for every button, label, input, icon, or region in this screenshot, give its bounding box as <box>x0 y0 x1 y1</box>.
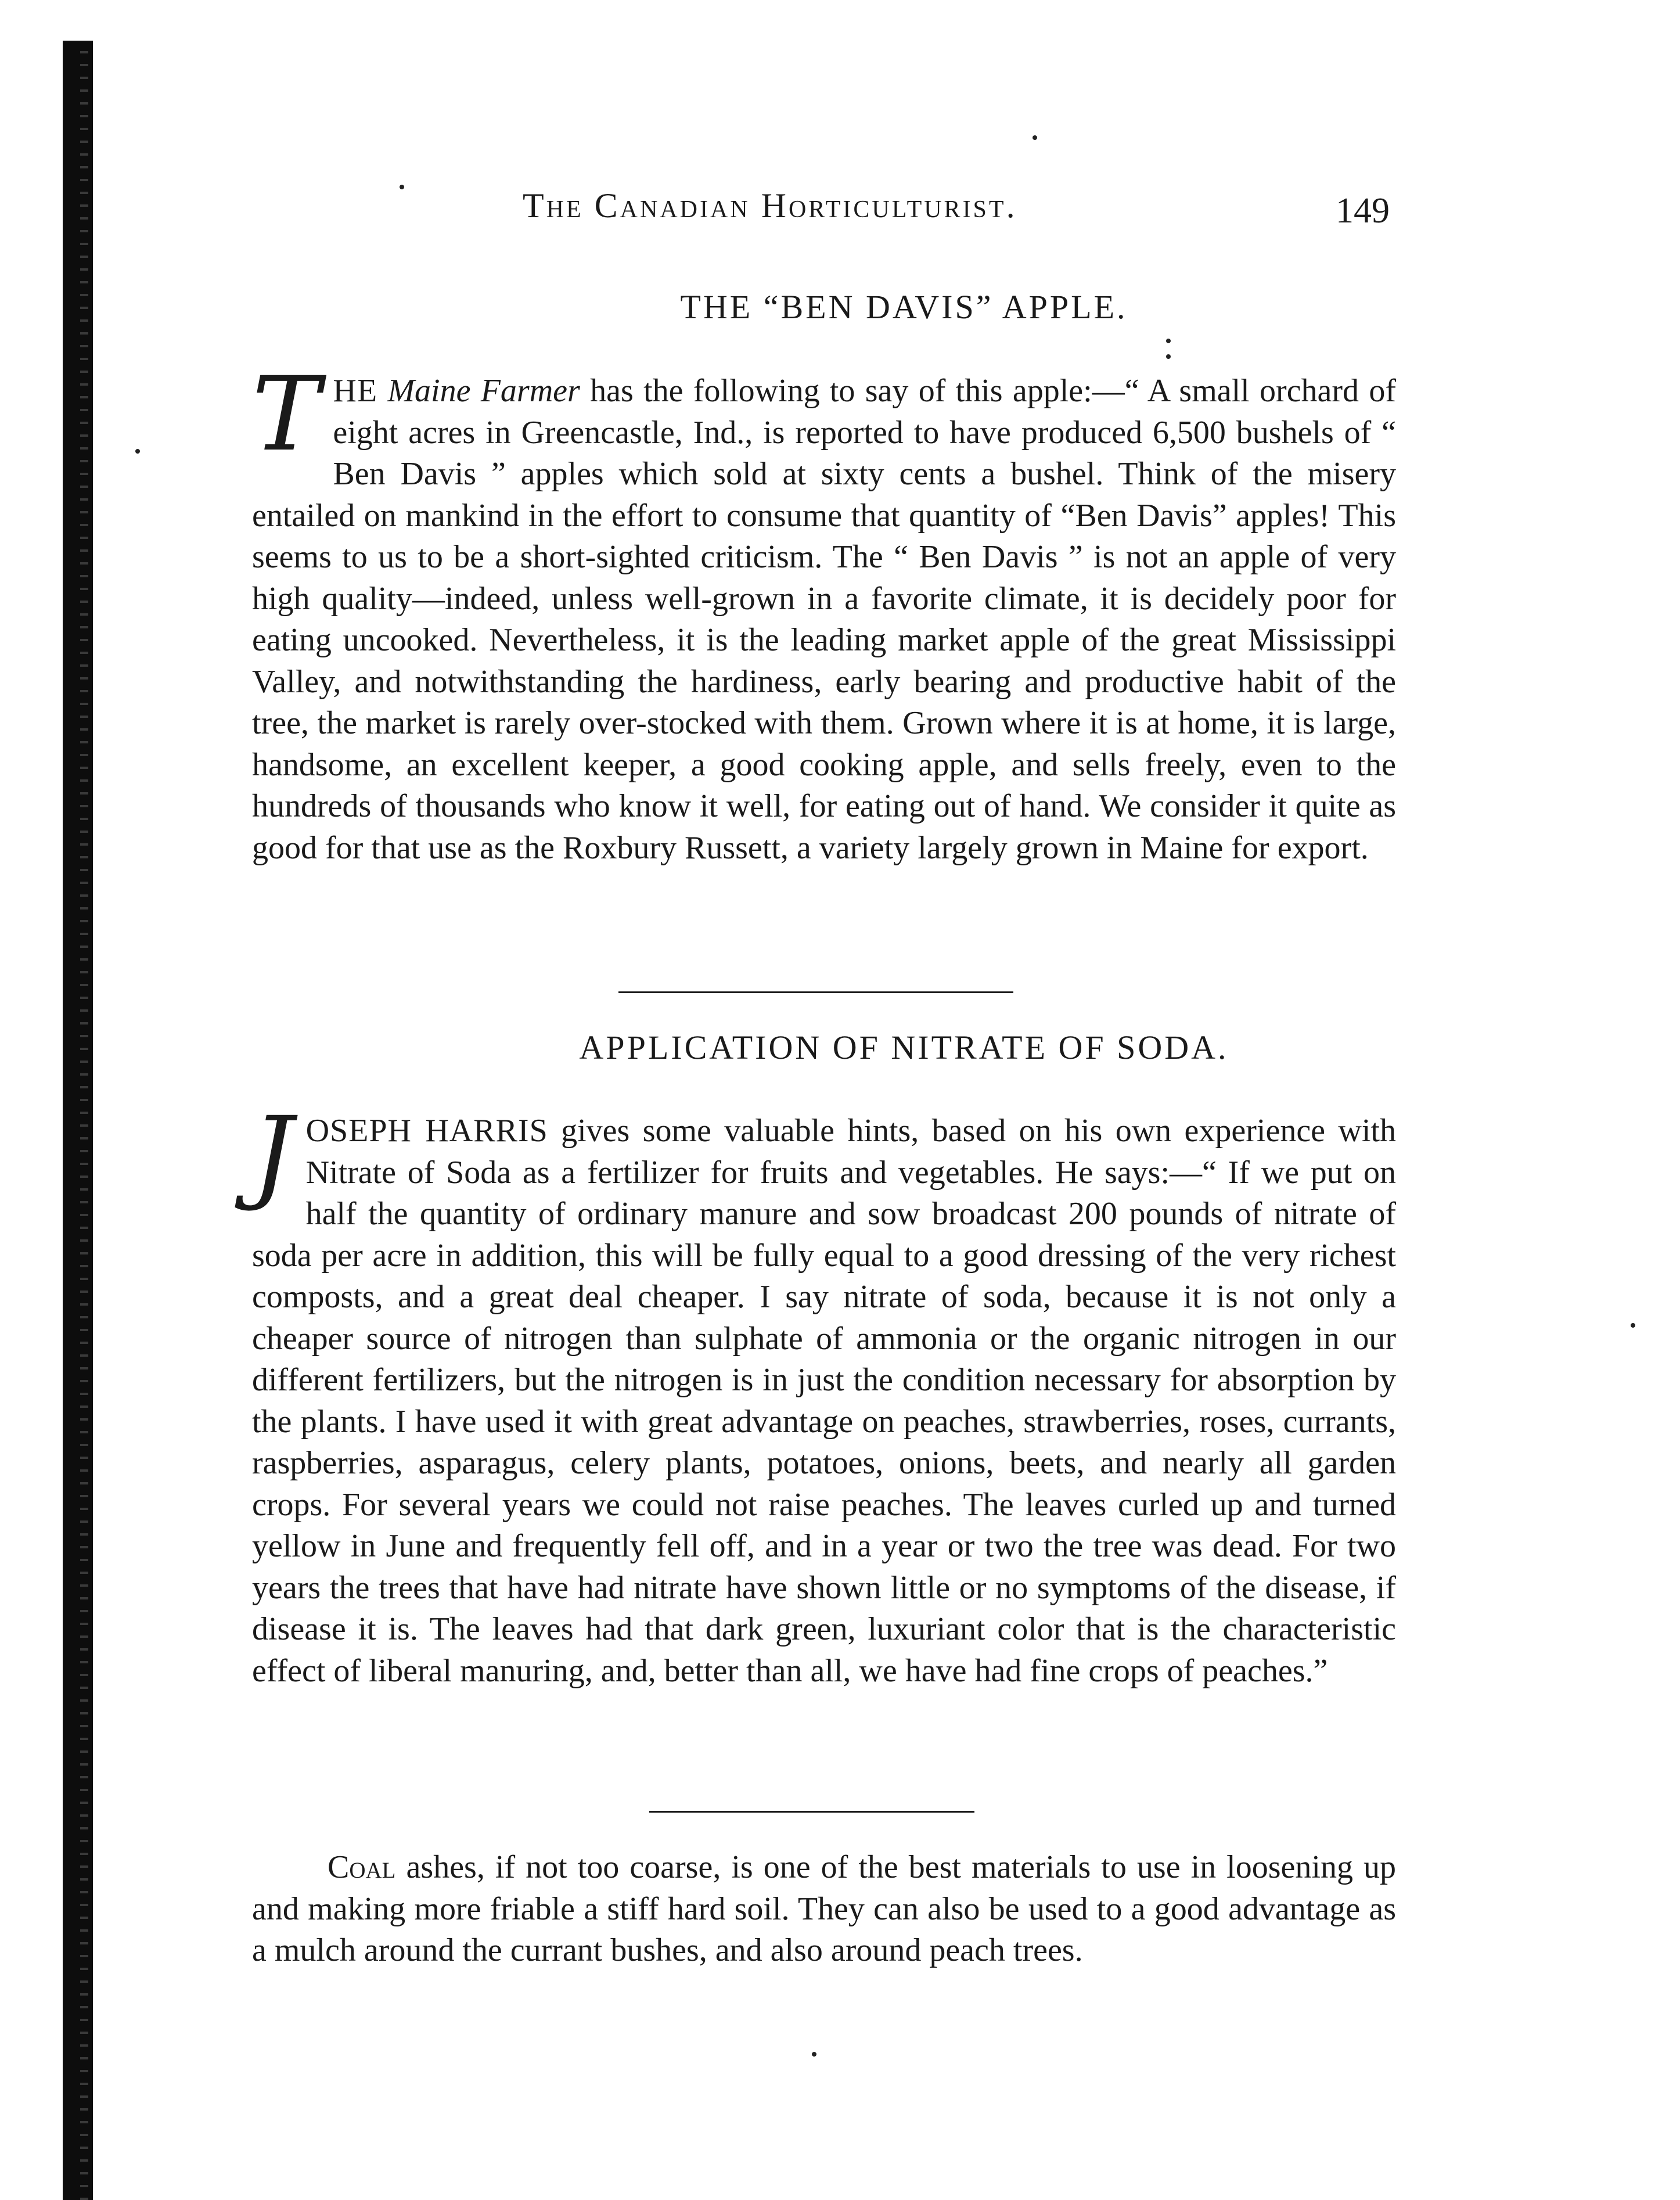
paragraph-text: gives some valuable hints, based on his own experience with Nitrate of Soda as a fertilizer for fruits and vegetables. He says:—“ If we put on half the quantity of ordinary manure and sow broadcast 200 pounds of nitrate of soda per acre in addition, this will be fully equal to a good dressing of the very richest composts, and a great deal cheaper. I say nitrate of soda, because it is not only a cheaper source of nitrogen than sulphate of ammonia or the organic nitrogen in our different fertilizers, but the nitrogen is in just the condition necessary for absorption by the plants. I have used it with great advantage on peaches, strawberries, roses, currants, raspberries, asparagus, celery plants, potatoes, onions, beets, and nearly all garden crops. For several years we could not raise peaches. The leaves curled up and turned yellow in June and frequently fell off, and in a year or two the tree was dead. For two years the trees that have had nitrate have shown little or no symptoms of the disease, if disease it is. The leaves had that dark green, luxuriant color that is the characteristic effect of liberal manuring, and, better than all, we have had fine crops of peaches.” <box>252 1113 1396 1689</box>
running-header <box>0 186 1680 238</box>
paragraph-text: ashes, if not too coarse, is one of the best materials to use in loosening up and making more friable a stiff hard soil. They can also be used to a good advantage as a mulch around the currant bushes, and also around peach trees. <box>252 1849 1396 1968</box>
lead-word: Coal <box>328 1849 396 1885</box>
section-divider <box>649 1811 974 1813</box>
ink-speck <box>812 2052 816 2057</box>
opening-word: OSEPH HARRIS <box>305 1113 548 1149</box>
article-title: THE “BEN DAVIS” APPLE. <box>680 288 1128 326</box>
drop-cap: T <box>252 355 321 474</box>
ink-speck <box>135 449 140 454</box>
article-title: APPLICATION OF NITRATE OF SODA. <box>579 1029 1229 1066</box>
page-number: 149 <box>1336 191 1390 231</box>
drop-cap: J <box>252 1095 293 1214</box>
page-binding-edge <box>63 41 93 2200</box>
article-paragraph <box>252 1847 1396 1972</box>
article-paragraph <box>252 1095 1396 1692</box>
opening-word: HE <box>333 373 378 409</box>
ink-speck <box>1631 1323 1635 1328</box>
publication-name: Maine Farmer <box>387 373 580 409</box>
paragraph-text: has the following to say of this apple:—“ A small orchard of eight acres in Greencastle, Ind., is reported to have produced 6,500 bushels of “ Ben Davis ” apples which sold at sixty cents a bushel. Think of the misery entailed on mankind in the effort to consume that quantity of “Ben Davis” apples! This seems to us to be a short-sighted criticism. The “ Ben Davis ” is not an apple of very high quality—indeed, unless well-grown in a favorite climate, it is decidely poor for eating uncooked. Nevertheless, it is the leading market apple of the great Mississippi Valley, and notwithstanding the hardiness, early bearing and productive habit of the tree, the market is rarely over-stocked with them. Grown where it is at home, it is large, handsome, an excellent keeper, a good cooking apple, and sells freely, even to the hundreds of thousands who know it well, for eating out of hand. We consider it quite as good for that use as the Roxbury Russett, a variety largely grown in Maine for export. <box>252 373 1397 866</box>
ink-speck <box>1166 339 1171 343</box>
ink-speck <box>1166 354 1171 359</box>
running-title: The Canadian Horticulturist. <box>523 186 1017 225</box>
section-divider <box>618 991 1013 993</box>
article-paragraph <box>252 355 1397 869</box>
ink-speck <box>1033 135 1037 140</box>
